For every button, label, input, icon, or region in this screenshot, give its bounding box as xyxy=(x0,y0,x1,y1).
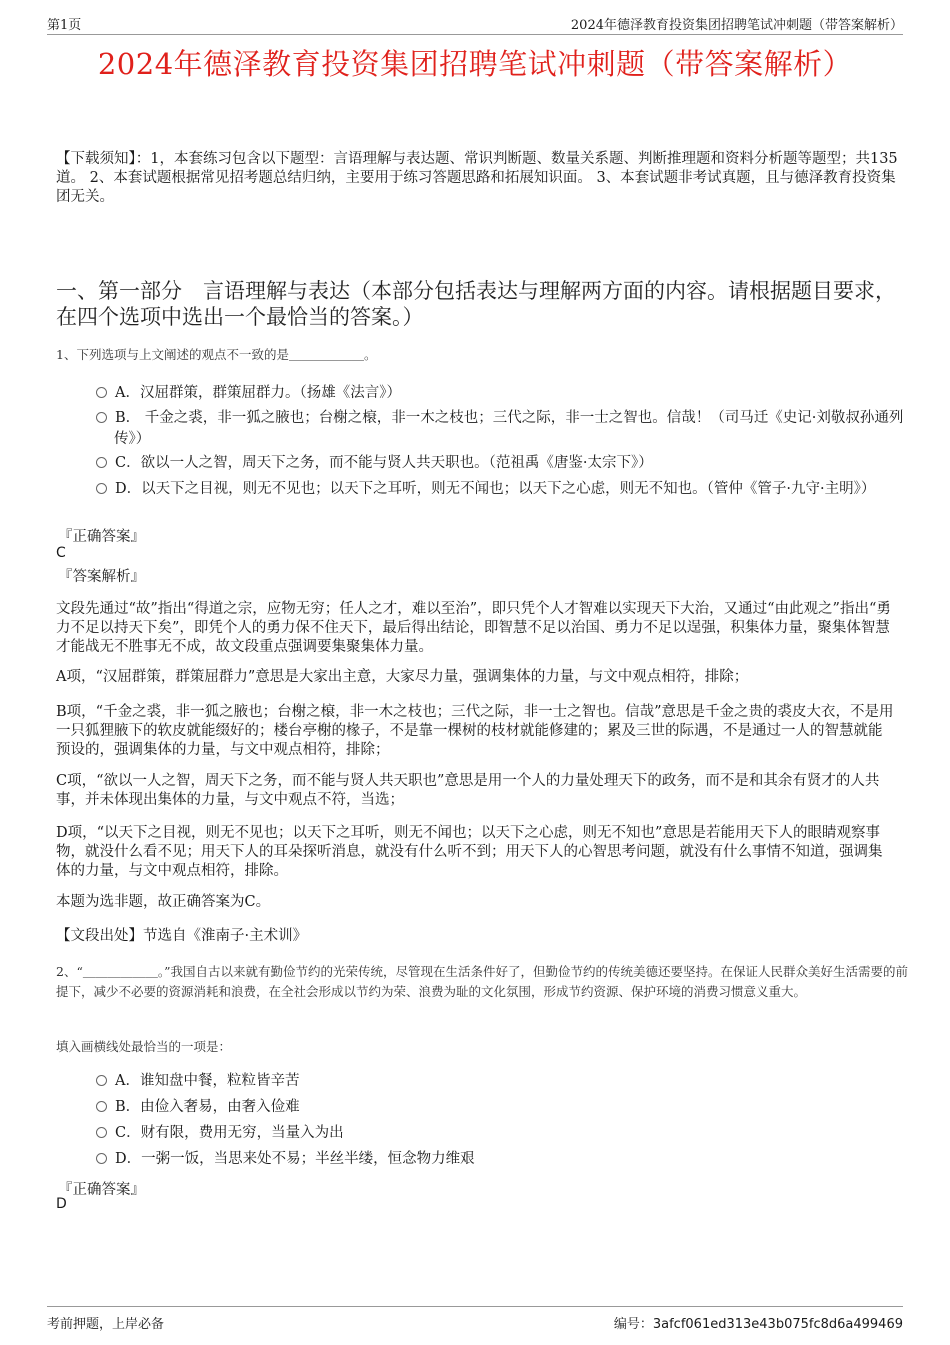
radio-icon[interactable] xyxy=(96,412,107,423)
q1-analysis-c: C项，“欲以一人之智，周天下之务，而不能与贤人共天职也”意思是用一个人的力量处理天下的政务，而不是和其余有贤才的人共事，并未体现出集体的力量，与文中观点不符，当选； xyxy=(56,773,880,808)
q2-option-a[interactable]: A．谁知盘中餐，粒粒皆辛苦 xyxy=(96,1071,896,1092)
q1-option-d[interactable]: D．以天下之目视，则无不见也；以天下之耳听，则无不闻也；以天下之心虑，则无不知也。（管仲《管子·九守·主明》） xyxy=(96,479,914,500)
q1-analysis-b: B项，“千金之裘，非一狐之腋也；台榭之榱，非一木之枝也；三代之际，非一士之智也。信哉”意思是千金之贵的裘皮大衣，不是用一只狐狸腋下的软皮就能缀好的；楼台亭榭的椽子，不是靠一棵树的枝材就能修建的；累及三世的际遇，不是通过一人的智慧就能预设的，强调集体的力量，与文中观点相符，排除； xyxy=(56,704,894,758)
header-divider xyxy=(47,34,903,35)
q2-option-c[interactable]: C．财有限，费用无穷，当量入为出 xyxy=(96,1123,896,1144)
q1-answer: C xyxy=(56,545,66,561)
download-notice: 【下载须知】：1，本套练习包含以下题型：言语理解与表达题、常识判断题、数量关系题、判断推理题和资料分析题等题型；共135道。 2、本套试题根据常见招考题总结归纳，主要用于练习答题思路和拓展知识面。 3、本套试题非考试真题，且与德泽教育投资集团无关。 xyxy=(56,151,898,205)
q1-stem: 1、下列选项与上文阐述的观点不一致的是＿＿＿＿＿＿。 xyxy=(56,347,377,362)
q1-analysis-a: A项，“汉屈群策，群策屈群力”意思是大家出主意，大家尽力量，强调集体的力量，与文中观点相符，排除； xyxy=(56,669,749,685)
page-header xyxy=(47,12,903,32)
q2-option-d[interactable]: D．一粥一饭，当思来处不易；半丝半缕，恒念物力维艰 xyxy=(96,1149,896,1170)
q1-answer-label: 『正确答案』 xyxy=(58,529,145,545)
section-heading: 一、第一部分 言语理解与表达（本部分包括表达与理解两方面的内容。请根据题目要求，在四个选项中选出一个最恰当的答案。） xyxy=(56,279,896,329)
page-title: 2024年德泽教育投资集团招聘笔试冲刺题（带答案解析） xyxy=(97,47,853,81)
q2-answer: D xyxy=(56,1196,67,1212)
radio-icon[interactable] xyxy=(96,1153,107,1164)
q1-analysis-d: D项，“以天下之目视，则无不见也；以天下之耳听，则无不闻也；以天下之心虑，则无不知也”意思是若能用天下人的眼睛观察事物，就没什么看不见；用天下人的耳朵探听消息，就没有什么听不到；用天下人的心智思考问题，就没有什么事情不知道，强调集体的力量，与文中观点相符，排除。 xyxy=(56,825,883,879)
q1-source: 【文段出处】节选自《淮南子·主术训》 xyxy=(56,928,308,944)
q1-option-b[interactable]: B． 千金之裘，非一狐之腋也；台榭之榱，非一木之枝也；三代之际，非一士之智也。信哉！（司马迁《史记·刘敬叔孙通列传》） xyxy=(96,408,914,450)
header-doc-title: 2024年德泽教育投资集团招聘笔试冲刺题（带答案解析） xyxy=(570,18,903,33)
q2-stem: 2、“＿＿＿＿＿＿。”我国自古以来就有勤俭节约的光荣传统，尽管现在生活条件好了，但勤俭节约的传统美德还要坚持。在保证人民群众美好生活需要的前提下，减少不必要的资源消耗和浪费，在全社会形成以节约为荣、浪费为耻的文化氛围，形成节约资源、保护环境的消费习惯意义重大。 xyxy=(56,964,908,999)
radio-icon[interactable] xyxy=(96,483,107,494)
radio-icon[interactable] xyxy=(96,1101,107,1112)
q2-answer-label: 『正确答案』 xyxy=(58,1182,145,1198)
radio-icon[interactable] xyxy=(96,387,107,398)
radio-icon[interactable] xyxy=(96,1075,107,1086)
q1-analysis-label: 『答案解析』 xyxy=(58,569,145,585)
q2-prompt: 填入画横线处最恰当的一项是： xyxy=(56,1039,232,1054)
q1-option-a[interactable]: A．汉屈群策，群策屈群力。（扬雄《法言》） xyxy=(96,383,896,404)
footer-slogan: 考前押题，上岸必备 xyxy=(47,1317,165,1332)
q2-option-b[interactable]: B．由俭入奢易，由奢入俭难 xyxy=(96,1097,896,1118)
q1-option-c[interactable]: C．欲以一人之智，周天下之务，而不能与贤人共天职也。（范祖禹《唐鉴·太宗下》） xyxy=(96,453,896,474)
footer-divider xyxy=(47,1306,903,1307)
radio-icon[interactable] xyxy=(96,1127,107,1138)
page-number: 第1页 xyxy=(47,18,82,33)
q1-conclusion: 本题为选非题，故正确答案为C。 xyxy=(56,894,271,910)
q1-analysis-intro: 文段先通过“故”指出“得道之宗，应物无穷；任人之才，难以至治”，即只凭个人才智难以实现天下大治，又通过“由此观之”指出“勇力不足以持天下矣”，即凭个人的勇力保不住天下，最后得出结论，即智慧不足以治国、勇力不足以逞强，积集体力量，聚集体智慧才能战无不胜事无不成，故文段重点强调要集聚集体力量。 xyxy=(56,601,891,655)
footer-code: 编号：3afcf061ed313e43b075fc8d6a499469 xyxy=(613,1317,903,1332)
radio-icon[interactable] xyxy=(96,457,107,468)
